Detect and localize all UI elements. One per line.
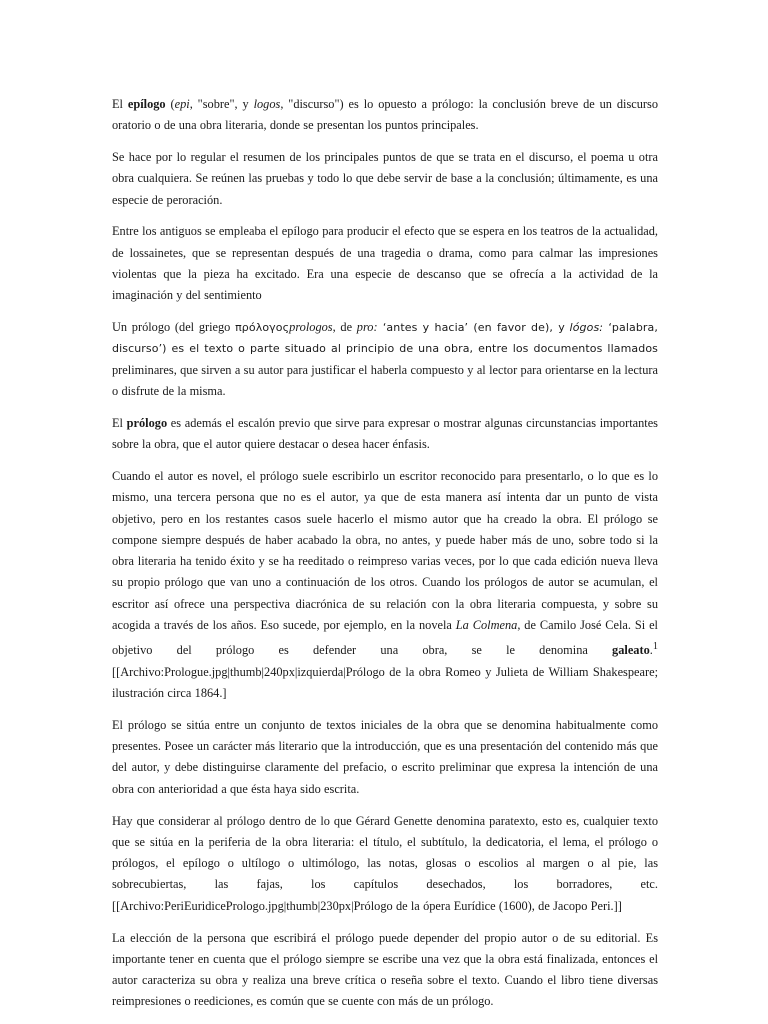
term-galeato: galeato xyxy=(612,643,650,658)
paragraph-prologo-definition: Un prólogo (del griego πρόλογοςprologos, de pro: ‘antes y hacia’ (en favor de), y lógos: ‘palabra, discurso’) es el texto o parte situado al principio de una obra, entre los documentos llamados preliminares, que sirven a su autor para justificar el haberla compuesto y al lector para orientarse en la lectura o disfrute de la misma. xyxy=(112,320,658,399)
paragraph-antiguos: Entre los antiguos se empleaba el epílogo para producir el efecto que se espera en los teatros de la actualidad, de lossainetes, que se representan después de una tragedia o drama, como para calmar las impresiones violentas que la pieza ha excitado. Era una especie de descanso que se ofrecía a la actividad de la imaginación y del sentimiento xyxy=(112,224,658,303)
paragraph-eleccion: La elección de la persona que escribirá el prólogo puede depender del propio autor o de su editorial. Es importante tener en cuenta que el prólogo siempre se escribe una vez que la obra está finalizada, entonces el autor caracteriza su obra y realiza una breve crítica o reseña sobre el texto. Cuando el libro tiene diversas reimpresiones o reediciones, es común que se cuente con más de un prólogo. xyxy=(112,930,658,1009)
paragraph-epilogo-definition: El epílogo (epi, "sobre", y logos, "discurso") es lo opuesto a prólogo: la conclusión breve de un discurso oratorio o de una obra literaria, donde se presentan los puntos principales. xyxy=(112,97,658,133)
term-prologo: prólogo xyxy=(126,415,168,430)
paragraph-paratexto: Hay que considerar al prólogo dentro de lo que Gérard Genette denomina paratexto, esto es, cualquier texto que se sitúa en la periferia de la obra literaria: el título, el subtítulo, la dedicatoria, el lema, el prólogo o prólogos, el epílogo o ultílogo o ultimólogo, las notas, glosas o escolios al margen o al pie, las sobrecubiertas, las fajas, los capítulos desechados, los borradores, etc. [[Archivo:PeriEuridicePrologo.jpg|thumb|230px|Prólogo de la ópera Eurídice (1600), de Jacopo Peri.]] xyxy=(112,813,658,913)
paragraph-autor-novel: Cuando el autor es novel, el prólogo suele escribirlo un escritor reconocido para presentarlo, o lo que es lo mismo, una tercera persona que no es el autor, ya que de esta manera así intenta dar un punto de vista objetivo, pero en los restantes casos suele hacerlo el mismo autor que ha creado la obra. El prólogo se compone siempre después de haber acabado la obra, no antes, y puede haber más de uno, sobre todo si la obra literaria ha tenido éxito y se ha reeditado o reimpreso varias veces, por lo que cada edición nueva lleva su propio prólogo que van uno a continuación de los otros. Cuando los prólogos de autor se acumulan, el escritor así ofrece una perspectiva diacrónica de su relación con la obra literaria compuesta, y sobre su acogida a través de los años. Eso sucede, por ejemplo, en la novela La Colmena, de Camilo José Cela. Si el objetivo del prólogo es defender una obra, se le denomina galeato.$^1$ [[Archivo:Prologue.jpg|thumb|240px|izquierda|Prólogo de la obra Romeo y Julieta de William Shakespeare; ilustración circa 1864.] xyxy=(112,468,658,701)
footnote-marker: 1 xyxy=(652,641,658,653)
paragraph-escalon: El prólogo es además el escalón previo que sirve para expresar o mostrar algunas circunstancias importantes sobre la obra, que el autor quiere destacar o desea hacer énfasis. xyxy=(112,415,658,452)
document-page xyxy=(112,94,658,1023)
paragraph-conjunto-textos: El prólogo se sitúa entre un conjunto de textos iniciales de la obra que se denomina habitualmente como presentes. Posee un carácter más literario que la introducción, que es una presentación del contenido más que del autor, y debe distinguirse claramente del prefacio, o escrito preliminar que expresa la intención de una obra con anterioridad a que ésta haya sido escrita. xyxy=(112,717,658,796)
paragraph-resumen: Se hace por lo regular el resumen de los principales puntos de que se trata en el discurso, el poema u otra obra cualquiera. Se reúnen las pruebas y todo lo que debe servir de base a la conclusión; últimamente, es una especie de peroración. xyxy=(112,150,658,207)
term-epilogo: epílogo xyxy=(127,97,166,111)
